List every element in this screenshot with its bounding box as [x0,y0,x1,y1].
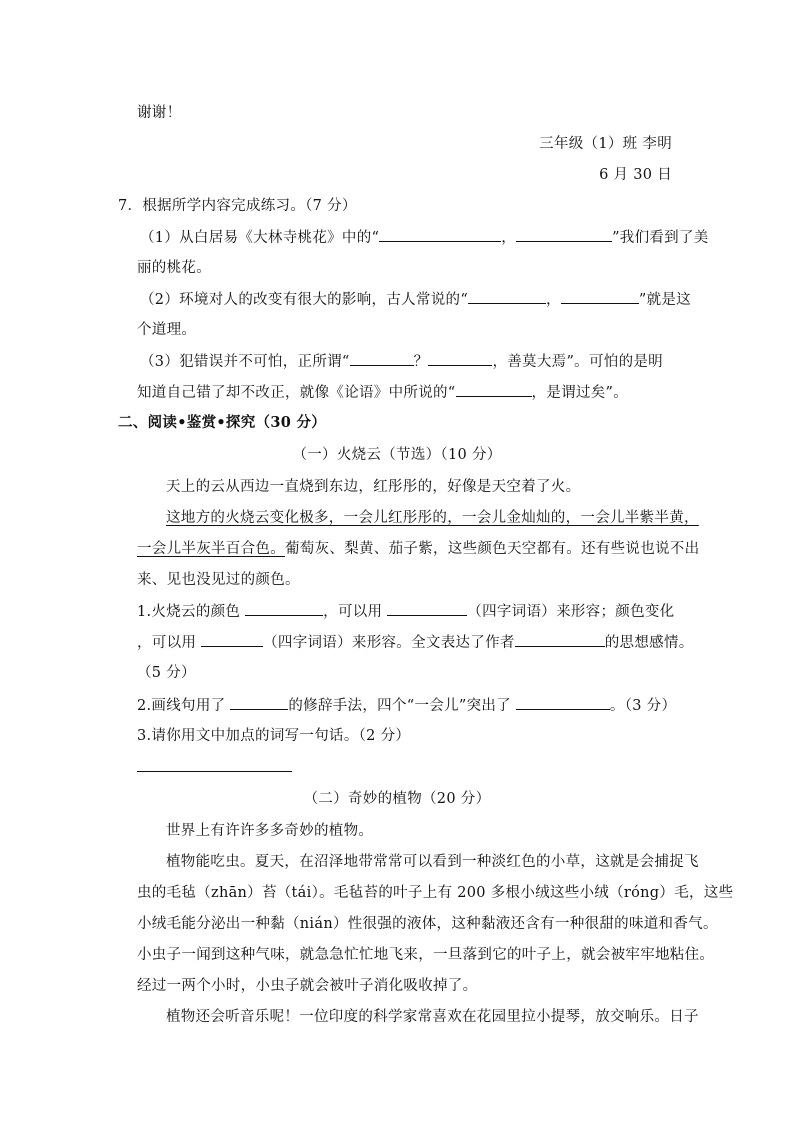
q7-2-text-a: （2）环境对人的改变有很大的影响，古人常说的“ [140,292,469,308]
q7-1-text-a: （1）从白居易《大林寺桃花》中的“ [140,230,380,246]
answer-blank[interactable] [387,601,467,616]
passage-2-para-1: 世界上有许许多多奇妙的植物。 [166,823,374,839]
q7-3-text-b: ？ [413,354,429,370]
q7-2-text-b: ， [546,292,561,308]
answer-blank[interactable] [456,382,532,397]
passage-1-para-2-rest: 葡萄灰、梨黄、茄子紫，这些颜色天空都有。还有些说也说不出 [285,541,700,557]
passage-1-underlined-sentence: 这地方的火烧云变化极多，一会儿红彤彤的，一会儿金灿灿的，一会儿半紫半黄， [166,510,699,526]
answer-blank[interactable] [468,289,546,304]
passage-1-underlined-end: 一会儿半灰半百合色。 [137,541,285,557]
q7-item-3-cont [137,382,628,403]
q7-item-2 [140,289,691,310]
letter-signature: 三年级（1）班 李明 [539,136,672,152]
q7-item-3 [140,351,663,372]
answer-blank[interactable] [515,632,605,647]
passage-2-title: （二）奇妙的植物（20 分） [303,791,491,807]
passage-1-q1-score: （5 分） [137,665,196,681]
p1-q2-text-a: 2.画线句用了 [137,698,231,714]
p1-q1-text-f: 的思想感情。 [604,635,694,651]
passage-1-para-2-line-2 [137,539,699,559]
q7-3-text-e: ，是谓过矣”。 [531,385,629,401]
passage-1-para-1: 天上的云从西边一直烧到东边，红彤彤的，好像是天空着了火。 [166,479,581,495]
passage-2-para-2-line-3: 小绒毛能分泌出一种黏（nián）性很强的液体，这种黏液还含有一种很甜的味道和香气。 [137,916,718,932]
p1-q1-text-e: （四字词语）来形容。全文表达了作者 [263,635,515,651]
p1-q1-text-c: （四字词语）来形容；颜色变化 [467,604,675,620]
passage-2-para-2-line-2: 虫的毛毡（zhān）苔（tái）。毛毡苔的叶子上有 200 多根小绒这些小绒（róng）毛，这些 [137,885,734,901]
answer-blank[interactable] [350,351,414,366]
q7-2-text-c: ”就是这 [638,292,691,308]
q7-3-text-c: ，善莫大焉”。可怕的是明 [492,354,663,370]
passage-2-para-3-line-1: 植物还会听音乐呢！一位印度的科学家常喜欢在花园里拉小提琴，放交响乐。日子 [166,1009,699,1025]
q7-item-2-cont: 个道理。 [137,322,197,338]
q7-1-text-b: ， [501,230,517,246]
answer-blank[interactable] [245,601,323,616]
answer-blank[interactable] [428,351,492,366]
p1-q1-text-b: ，可以用 [323,604,388,620]
p1-q2-text-b: 的修辞手法，四个“一会儿”突出了 [288,698,516,714]
answer-blank[interactable] [379,227,501,242]
passage-1-q1 [137,601,674,622]
q7-3-text-d: 知道自己错了却不改正，就像《论语》中所说的“ [137,385,456,401]
answer-line[interactable] [137,771,292,772]
p1-q1-text-a: 1.火烧云的颜色 [137,604,246,620]
answer-blank[interactable] [561,289,639,304]
q7-item-1-cont: 丽的桃花。 [137,260,211,276]
passage-1-q2 [137,695,676,716]
passage-1-q3: 3.请你用文中加点的词写一句话。（2 分） [137,728,411,744]
passage-1-q1-cont [137,632,694,653]
answer-blank[interactable] [201,632,263,647]
answer-blank[interactable] [230,695,288,710]
p1-q2-text-c: 。（3 分） [609,698,677,714]
passage-2-para-2-line-1: 植物能吃虫。夏天，在沼泽地带常常可以看到一种淡红色的小草，这就是会捕捉飞 [166,854,699,870]
letter-thanks: 谢谢！ [137,105,182,121]
answer-blank[interactable] [516,227,612,242]
passage-1-para-2-line-3: 来、见也没见过的颜色。 [137,572,300,588]
letter-date: 6 月 30 日 [599,167,672,183]
passage-1-title: （一）火烧云（节选）（10 分） [292,447,502,463]
p1-q1-text-d: ，可以用 [137,635,202,651]
passage-2-para-2-line-5: 经过一两个小时，小虫子就会被叶子消化吸收掉了。 [137,978,478,994]
q7-3-text-a: （3）犯错误并不可怕，正所谓“ [140,354,350,370]
section-2-title: 二、阅读•鉴赏•探究（30 分） [118,414,327,431]
q7-title: 7．根据所学内容完成练习。（7 分） [118,198,357,214]
passage-2-para-2-line-4: 小虫子一闻到这种气味，就急急忙忙地飞来，一旦落到它的叶子上，就会被牢牢地粘住。 [137,947,715,963]
answer-blank[interactable] [516,695,610,710]
q7-item-1 [140,227,709,248]
q7-1-text-c: ”我们看到了美 [612,230,709,246]
